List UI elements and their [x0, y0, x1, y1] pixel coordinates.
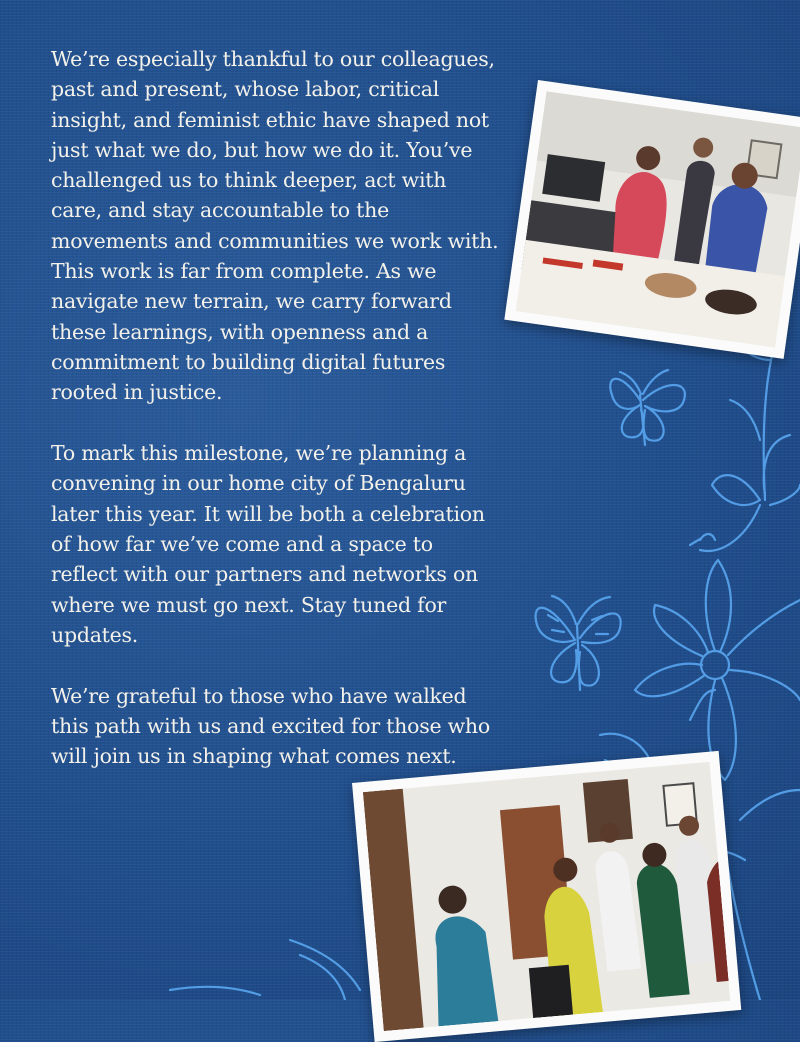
photo-icon [516, 91, 800, 347]
celebration-cake-photo [504, 80, 800, 359]
butterfly-icon [536, 596, 621, 690]
butterfly-icon [610, 370, 685, 445]
office-group-photo [352, 751, 741, 1042]
body-text [51, 44, 501, 802]
paragraph-1: We’re especially thankful to our colleagues, past and present, whose labor, critical insight, and feminist ethic have shaped not just what we do, but how we do it. You’ve challenged us to think deeper, act with care, and stay accountable to the movements and communities we work with. This work is far from complete. As we navigate new terrain, we carry forward these learnings, with openness and a commitment to building digital futures rooted in justice. [51, 47, 499, 405]
photo-icon [363, 762, 731, 1031]
paragraph-2: To mark this milestone, we’re planning a convening in our home city of Bengaluru later this year. It will be both a celebration of how far we’ve come and a space to reflect with our partners and networks on where we must go next. Stay tuned for updates. [51, 441, 485, 647]
paragraph-3: We’re grateful to those who have walked this path with us and excited for those who will join us in shaping what comes next. [51, 683, 490, 769]
flower-icon [600, 320, 800, 820]
